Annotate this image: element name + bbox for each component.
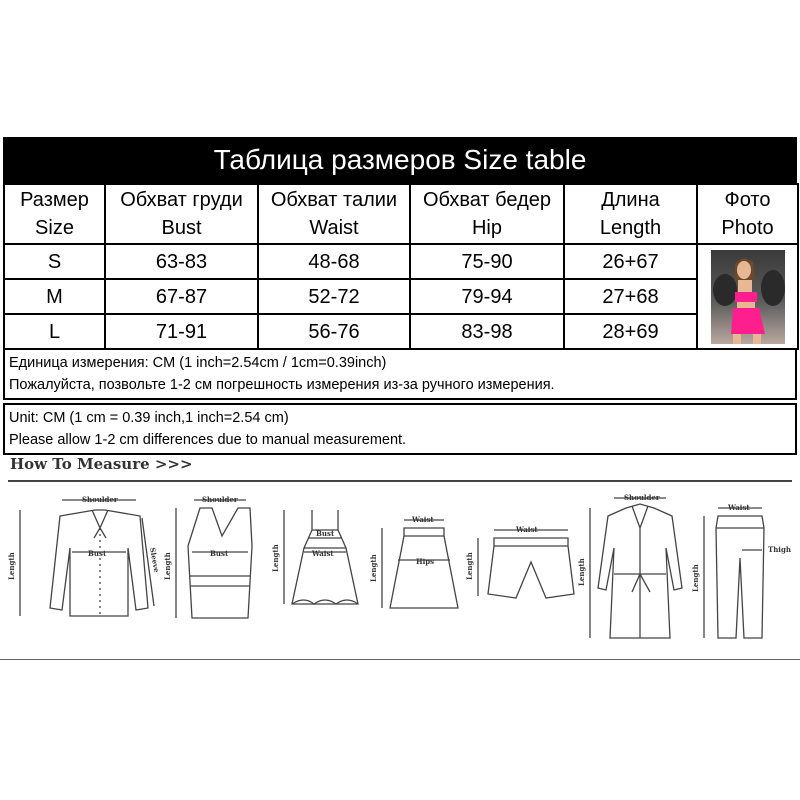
cell-hip: 79-94 (410, 279, 564, 314)
note-line: Unit: CM (1 cm = 0.39 inch,1 inch=2.54 cm) (9, 410, 289, 426)
header-length: Длина Length (564, 184, 697, 244)
cell-size: S (4, 244, 105, 279)
label-length: Length (369, 554, 378, 582)
tank-top-illustration (176, 500, 252, 618)
table-row (4, 314, 798, 349)
cell-hip: 75-90 (410, 244, 564, 279)
trousers-illustration (704, 508, 764, 638)
note-line: Единица измерения: CM (1 inch=2.54cm / 1cm=0.39inch) (9, 355, 387, 371)
size-table-title: Таблица размеров Size table (3, 137, 797, 183)
label-waist: Waist (728, 503, 750, 512)
header-waist: Обхват талии Waist (258, 184, 410, 244)
coat-illustration (590, 498, 682, 638)
label-length: Length (465, 552, 474, 580)
cell-bust: 63-83 (105, 244, 258, 279)
table-row (4, 244, 798, 279)
label-thigh: Thigh (768, 545, 791, 554)
label-hips: Hips (416, 557, 435, 566)
label-bust: Bust (88, 549, 107, 558)
header-hip: Обхват бедер Hip (410, 184, 564, 244)
cell-waist: 56-76 (258, 314, 410, 349)
notes-russian (3, 350, 797, 400)
label-length: Length (7, 552, 16, 580)
cell-length: 28+69 (564, 314, 697, 349)
notes-english (3, 403, 797, 455)
size-table (3, 183, 799, 350)
blouse-illustration (20, 500, 154, 616)
measurement-illustrations (0, 488, 800, 658)
label-sleeve: Sleeve (148, 546, 162, 574)
how-to-measure-title: How To Measure >>> (10, 455, 193, 473)
cell-hip: 83-98 (410, 314, 564, 349)
label-length: Length (163, 552, 172, 580)
label-length: Length (271, 544, 280, 572)
cell-waist: 52-72 (258, 279, 410, 314)
size-chart (3, 137, 797, 455)
cell-size: L (4, 314, 105, 349)
table-header-row (4, 184, 798, 244)
cell-bust: 71-91 (105, 314, 258, 349)
cell-waist: 48-68 (258, 244, 410, 279)
table-row (4, 279, 798, 314)
label-shoulder: Shoulder (202, 495, 238, 504)
product-photo (711, 250, 785, 344)
divider (8, 480, 792, 482)
shorts-illustration (478, 530, 574, 598)
label-length: Length (577, 558, 586, 586)
label-bust: Bust (316, 529, 335, 538)
divider (0, 659, 800, 660)
note-line: Please allow 1-2 cm differences due to manual measurement. (9, 432, 407, 448)
label-shoulder: Shoulder (82, 495, 118, 504)
note-line: Пожалуйста, позвольте 1-2 см погрешность измерения из-за ручного измерения. (9, 377, 555, 393)
cell-length: 27+68 (564, 279, 697, 314)
label-waist: Waist (312, 549, 334, 558)
label-length: Length (691, 564, 700, 592)
header-bust: Обхват груди Bust (105, 184, 258, 244)
header-size: Размер Size (4, 184, 105, 244)
label-bust: Bust (210, 549, 229, 558)
photo-cell (697, 244, 798, 349)
label-waist: Waist (516, 525, 538, 534)
label-waist: Waist (412, 515, 434, 524)
cell-bust: 67-87 (105, 279, 258, 314)
cell-length: 26+67 (564, 244, 697, 279)
cell-size: M (4, 279, 105, 314)
header-photo: Фото Photo (697, 184, 798, 244)
label-shoulder: Shoulder (624, 493, 660, 502)
